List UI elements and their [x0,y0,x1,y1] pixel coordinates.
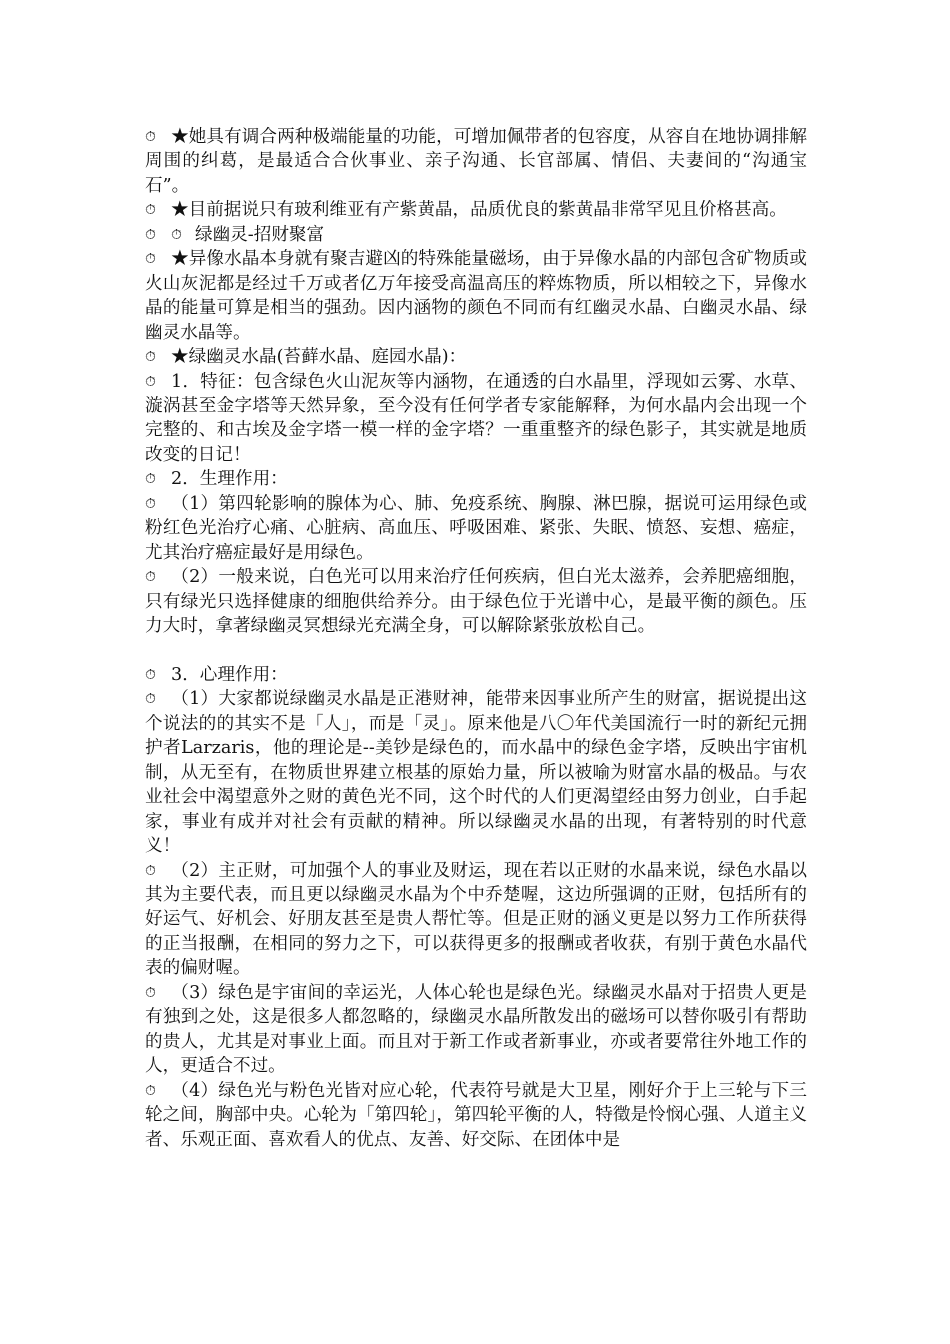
paragraph-text: 2．生理作用： [171,469,288,490]
paragraph-text: （2）一般来说，白色光可以用来治疗任何疾病，但白光太滋养，会养肥癌细胞，只有绿光只选择健康的细胞供给养分。由于绿色位于光谱中心，是最平衡的颜色。压力大时，拿著绿幽灵冥想绿光充满全身，可以解除紧张放松自己。 [145,567,807,637]
paragraph-text: ★她具有调合两种极端能量的功能，可增加佩带者的包容度，从容自在地协调排解周围的纠葛，是最适合合伙事业、亲子沟通、长官部属、情侣、夫妻间的“沟通宝石”。 [145,127,807,196]
paragraph-text: 1．特征：包含绿色火山泥灰等内涵物，在通透的白水晶里，浮现如云雾、水草、漩涡甚至金字塔等天然异象，至今没有任何学者专家能解释，为何水晶内会出现一个完整的、和古埃及金字塔一模一样的金字塔？一重重整齐的绿色影子，其实就是地质改变的日记！ [145,371,807,465]
paragraph [145,370,807,468]
clock-bullet-icon: ⏱ [145,202,156,219]
paragraph [145,687,807,858]
section-heading [145,223,807,247]
paragraph [145,859,807,981]
paragraph [145,663,807,687]
paragraph [145,1079,807,1152]
clock-bullet-icon: ⏱ [145,691,156,708]
clock-bullet-icon: ⏱ [171,226,182,243]
paragraph-text: 3．心理作用： [171,664,288,685]
clock-bullet-icon: ⏱ [145,251,156,268]
clock-bullet-icon: ⏱ [145,349,156,366]
paragraph [145,125,807,198]
clock-bullet-icon: ⏱ [145,226,156,243]
heading-text: 绿幽灵-招财聚富 [195,224,325,245]
paragraph-text: ★异像水晶本身就有聚吉避凶的特殊能量磁场，由于异像水晶的内部包含矿物质或火山灰泥都是经过千万或者亿万年接受高温高压的粹炼物质，所以相较之下，异像水晶的能量可算是相当的强劲。因内涵物的颜色不同而有红幽灵水晶、白幽灵水晶、绿幽灵水晶等。 [145,249,807,343]
paragraph [145,981,807,1079]
paragraph-text: （4）绿色光与粉色光皆对应心轮，代表符号就是大卫星，刚好介于上三轮与下三轮之间，胸部中央。心轮为「第四轮」，第四轮平衡的人，特徵是怜悯心强、人道主义者、乐观正面、喜欢看人的优点、友善、好交际、在团体中是 [145,1080,807,1150]
document-page [145,125,807,1152]
clock-bullet-icon: ⏱ [145,569,156,586]
paragraph-text: （2）主正财，可加强个人的事业及财运，现在若以正财的水晶来说，绿色水晶以其为主要代表，而且更以绿幽灵水晶为个中乔楚喔，这边所强调的正财，包括所有的好运气、好机会、好朋友甚至是贵人帮忙等。但是正财的涵义更是以努力工作所获得的正当报酬，在相同的努力之下，可以获得更多的报酬或者收获，有别于黄色水晶代表的偏财喔。 [145,860,807,979]
paragraph-text: ★绿幽灵水晶(苔藓水晶、庭园水晶)： [171,347,467,368]
paragraph-text: ★目前据说只有玻利维亚有产紫黄晶，品质优良的紫黄晶非常罕见且价格甚高。 [171,200,787,221]
clock-bullet-icon: ⏱ [145,373,156,390]
paragraph-text: （1）第四轮影响的腺体为心、肺、免疫系统、胸腺、淋巴腺，据说可运用绿色或粉红色光治疗心痛、心脏病、高血压、呼吸困难、紧张、失眠、愤怒、妄想、癌症，尤其治疗癌症最好是用绿色。 [145,493,807,563]
blank-line [145,639,807,663]
clock-bullet-icon: ⏱ [145,129,156,145]
clock-bullet-icon: ⏱ [145,984,156,1001]
clock-bullet-icon: ⏱ [145,1082,156,1099]
paragraph [145,492,807,565]
clock-bullet-icon: ⏱ [145,495,156,512]
paragraph [145,247,807,345]
paragraph-text: （3）绿色是宇宙间的幸运光，人体心轮也是绿色光。绿幽灵水晶对于招贵人更是有独到之处，这是很多人都忽略的，绿幽灵水晶所散发出的磁场可以替你吸引有帮助的贵人，尤其是对事业上面。而且对于新工作或者新事业，亦或者要常往外地工作的人，更适合不过。 [145,982,807,1077]
clock-bullet-icon: ⏱ [145,666,156,683]
paragraph [145,198,807,222]
paragraph [145,565,807,638]
clock-bullet-icon: ⏱ [145,862,156,879]
paragraph [145,345,807,369]
clock-bullet-icon: ⏱ [145,471,156,488]
paragraph-text: （1）大家都说绿幽灵水晶是正港财神，能带来因事业所产生的财富，据说提出这个说法的的其实不是「人」，而是「灵」。原来他是八〇年代美国流行一时的新纪元拥护者Larzaris，他的理论是--美钞是绿色的，而水晶中的绿色金字塔，反映出宇宙机制，从无至有，在物质世界建立根基的原始力量，所以被喻为财富水晶的极品。与农业社会中渴望意外之财的黄色光不同，这个时代的人们更渴望经由努力创业，白手起家，事业有成并对社会有贡献的精神。所以绿幽灵水晶的出现，有著特别的时代意义！ [145,689,807,857]
paragraph [145,467,807,491]
